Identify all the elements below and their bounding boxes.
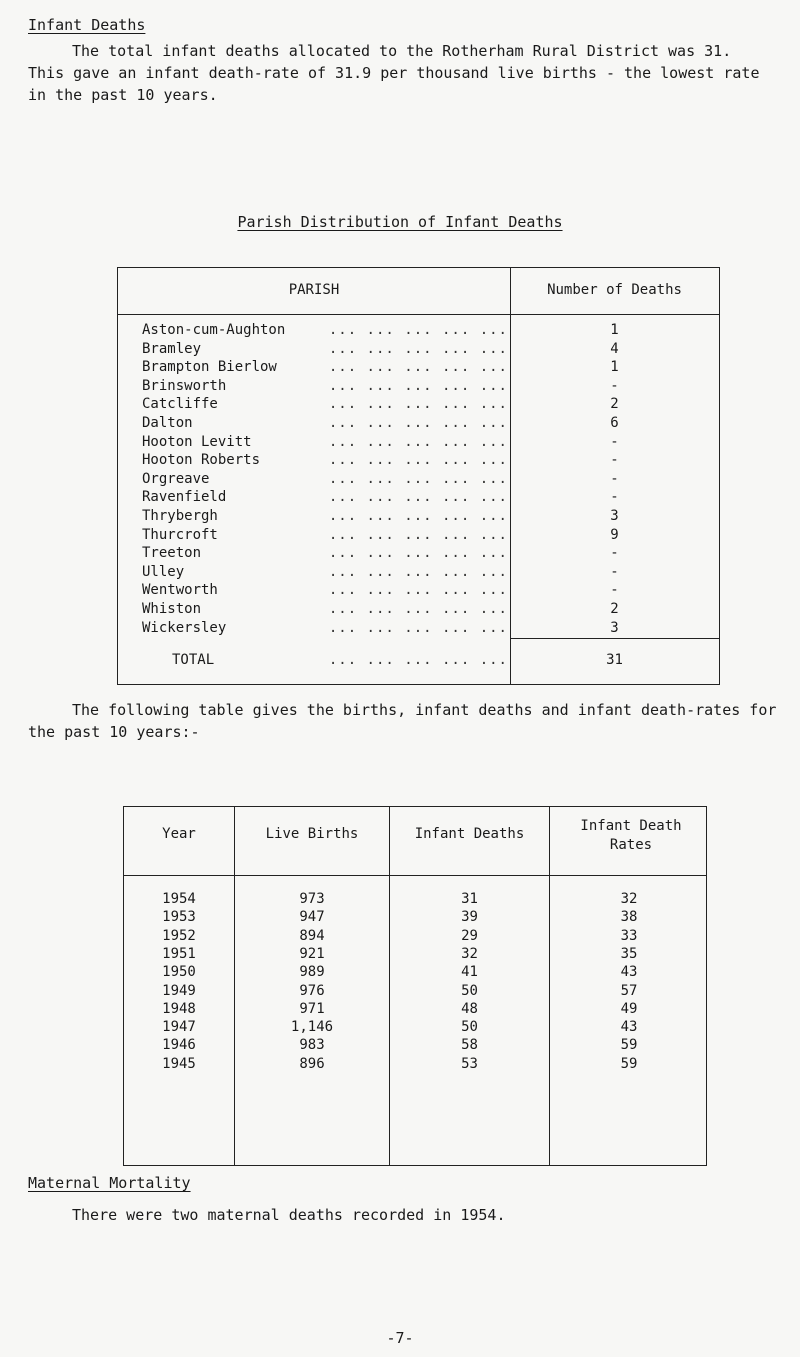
total-divider [511, 638, 720, 639]
column-header-parish: PARISH [288, 282, 340, 298]
table-row [118, 620, 718, 638]
death-rate-cell: 59 [620, 1055, 638, 1072]
maternal-mortality-title: Maternal Mortality [28, 1174, 191, 1192]
column-header-year: Year [162, 826, 196, 842]
table-row [118, 489, 718, 507]
table-row [118, 415, 718, 433]
death-count: - [610, 489, 619, 506]
live-births-cell: 976 [299, 982, 325, 999]
leader-dots: ... ... ... ... ... [328, 396, 508, 413]
death-count: - [610, 545, 619, 562]
infant-deaths-cell: 41 [461, 964, 478, 981]
live-births-cell: 989 [299, 964, 325, 981]
live-births-cell: 983 [299, 1037, 325, 1054]
death-count: 3 [610, 619, 619, 636]
leader-dots: ... ... ... ... ... [328, 322, 508, 338]
death-count: 9 [610, 526, 619, 543]
column-header-infant-deaths: Infant Deaths [414, 826, 525, 842]
leader-dots: ... ... ... ... ... [328, 601, 508, 617]
death-count: - [610, 433, 619, 450]
leader-dots: ... ... ... ... ... [328, 470, 508, 487]
death-rate-cell: 59 [620, 1037, 638, 1054]
parish-name: Aston-cum-Aughton [142, 322, 286, 338]
death-count: 1 [610, 359, 619, 376]
leader-dots: ... ... ... ... ... [328, 377, 508, 394]
death-count: - [610, 582, 619, 599]
parish-table-title: Parish Distribution of Infant Deaths [237, 213, 563, 231]
table-row [118, 322, 718, 340]
death-rate-cell: 43 [620, 1019, 638, 1036]
table-row [124, 1001, 708, 1019]
year-cell: 1949 [162, 982, 196, 999]
leader-dots: ... ... ... ... ... [328, 433, 508, 450]
parish-name: Dalton [142, 415, 193, 431]
leader-dots: ... ... ... ... ... [328, 582, 508, 599]
year-cell: 1950 [162, 964, 196, 981]
parish-name: Thrybergh [142, 508, 218, 524]
infant-deaths-cell: 31 [461, 891, 478, 907]
table-row [118, 582, 718, 600]
leader-dots: ... ... ... ... ... [328, 452, 508, 469]
infant-deaths-cell: 39 [461, 909, 478, 926]
leader-dots: ... ... ... ... ... [328, 619, 508, 636]
live-births-cell: 921 [299, 945, 325, 962]
death-rate-cell: 32 [620, 891, 638, 907]
total-row [118, 652, 718, 670]
table-row [118, 396, 718, 414]
total-label: TOTAL [172, 652, 215, 668]
table-row [118, 359, 718, 377]
year-cell: 1953 [162, 909, 196, 926]
death-count: 1 [610, 322, 619, 338]
table-row [124, 946, 708, 964]
parish-name: Wickersley [142, 619, 227, 636]
live-births-cell: 947 [299, 909, 325, 926]
leader-dots: ... ... ... ... ... [328, 545, 508, 562]
infant-deaths-cell: 50 [461, 1019, 478, 1036]
death-rate-cell: 33 [620, 927, 638, 944]
parish-name: Ravenfield [142, 489, 227, 506]
year-cell: 1947 [162, 1019, 196, 1036]
table-row [124, 983, 708, 1001]
parish-name: Brampton Bierlow [142, 359, 277, 376]
maternal-mortality-text: There were two maternal deaths recorded in 1954. [72, 1206, 506, 1224]
table-row [124, 891, 708, 909]
live-births-cell: 1,146 [290, 1019, 334, 1036]
parish-name: Ulley [142, 563, 185, 580]
total-value: 31 [606, 652, 623, 668]
infant-deaths-cell: 29 [461, 927, 478, 944]
year-cell: 1951 [162, 945, 196, 962]
parish-name: Whiston [142, 601, 202, 617]
death-rate-cell: 38 [620, 909, 638, 926]
header-divider [124, 875, 706, 876]
death-count: 2 [610, 601, 619, 617]
leader-dots: ... ... ... ... ... [328, 508, 508, 524]
table-row [124, 1056, 708, 1074]
column-header-live-births: Live Births [265, 826, 359, 842]
live-births-cell: 896 [299, 1055, 325, 1072]
parish-name: Thurcroft [142, 526, 218, 543]
infant-deaths-cell: 48 [461, 1000, 478, 1017]
intro-paragraph: The total infant deaths allocated to the Rotherham Rural District was 31. This gave an infant death-rate of 31.9 per thousand live births - the lowest rate in the past 10 years. [28, 42, 760, 104]
leader-dots: ... ... ... ... ... [328, 340, 508, 357]
death-count: - [610, 563, 619, 580]
death-rate-cell: 49 [620, 1000, 638, 1017]
infant-deaths-cell: 32 [461, 945, 478, 962]
column-header-infant-death-rates: Infant Death Rates [580, 818, 682, 853]
death-rate-cell: 43 [620, 964, 638, 981]
year-cell: 1952 [162, 927, 196, 944]
parish-name: Brinsworth [142, 377, 227, 394]
leader-dots: ... ... ... ... ... [328, 489, 508, 506]
table-row [118, 452, 718, 470]
death-count: 3 [610, 508, 619, 524]
infant-deaths-cell: 53 [461, 1055, 478, 1072]
page-number: -7- [386, 1329, 414, 1347]
death-count: - [610, 377, 619, 394]
death-count: - [610, 470, 619, 487]
parish-name: Hooton Levitt [142, 433, 252, 450]
table-row [118, 545, 718, 563]
yearly-intro-paragraph: The following table gives the births, infant deaths and infant death-rates for the past 10 years:- [28, 701, 777, 741]
death-count: 4 [610, 340, 619, 357]
parish-name: Wentworth [142, 582, 218, 599]
table-row [124, 1037, 708, 1055]
parish-name: Bramley [142, 340, 202, 357]
live-births-cell: 894 [299, 927, 325, 944]
year-cell: 1948 [162, 1000, 196, 1017]
table-row [124, 964, 708, 982]
live-births-cell: 971 [299, 1000, 325, 1017]
death-rate-cell: 35 [620, 945, 638, 962]
table-row [124, 909, 708, 927]
table-row [118, 341, 718, 359]
table-row [118, 508, 718, 526]
leader-dots: ... ... ... ... ... [328, 526, 508, 543]
table-row [118, 601, 718, 619]
header-divider [118, 314, 719, 315]
column-header-number-of-deaths: Number of Deaths [547, 282, 682, 298]
year-cell: 1945 [162, 1055, 196, 1072]
table-row [118, 434, 718, 452]
death-rate-cell: 57 [620, 982, 638, 999]
leader-dots: ... ... ... ... ... [328, 359, 508, 376]
section-title-infant-deaths: Infant Deaths [28, 16, 146, 34]
table-row [124, 1019, 708, 1037]
parish-name: Hooton Roberts [142, 452, 261, 469]
parish-distribution-table [117, 267, 720, 685]
yearly-births-deaths-table [123, 806, 707, 1166]
leader-dots: ... ... ... ... ... [328, 415, 508, 431]
table-row [118, 471, 718, 489]
parish-name: Treeton [142, 545, 202, 562]
table-row [124, 928, 708, 946]
table-row [118, 378, 718, 396]
year-cell: 1954 [162, 891, 196, 907]
live-births-cell: 973 [299, 891, 325, 907]
year-cell: 1946 [162, 1037, 196, 1054]
death-count: 6 [610, 415, 619, 431]
death-count: 2 [610, 396, 619, 413]
leader-dots: ... ... ... ... ... [328, 652, 508, 668]
table-row [118, 527, 718, 545]
infant-deaths-cell: 58 [461, 1037, 478, 1054]
leader-dots: ... ... ... ... ... [328, 563, 508, 580]
death-count: - [610, 452, 619, 469]
parish-name: Catcliffe [142, 396, 218, 413]
parish-name: Orgreave [142, 470, 210, 487]
infant-deaths-cell: 50 [461, 982, 478, 999]
table-row [118, 564, 718, 582]
